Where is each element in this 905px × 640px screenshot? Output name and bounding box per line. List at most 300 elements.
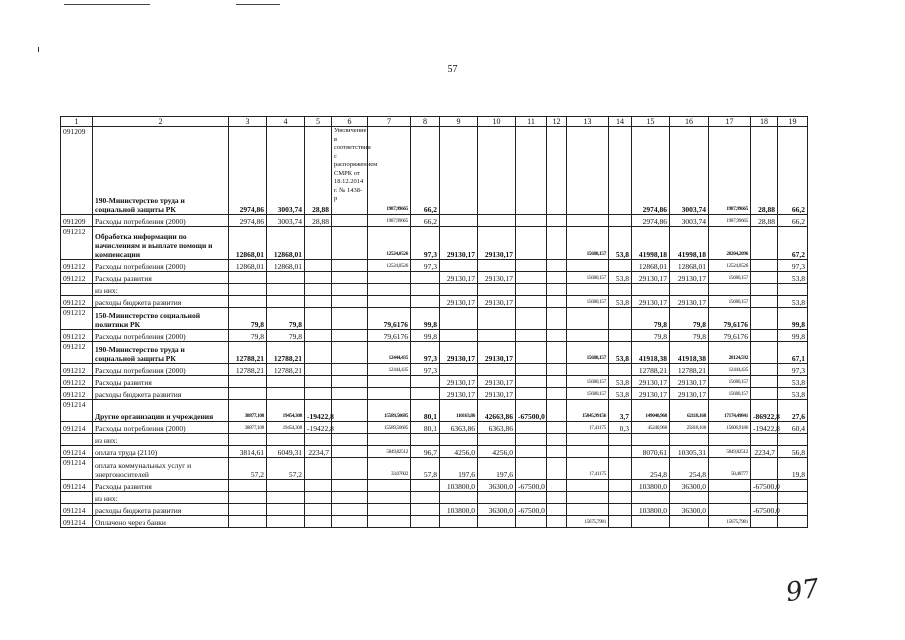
value-cell: 3003,74 [670, 215, 709, 227]
value-cell [332, 388, 368, 400]
value-cell [440, 492, 478, 504]
value-cell: 12444,435 [709, 364, 751, 376]
value-cell [478, 127, 516, 215]
value-cell [229, 376, 267, 388]
value-cell [332, 422, 368, 434]
value-cell: 149040,968 [632, 400, 670, 422]
value-cell [709, 504, 751, 516]
value-cell: 29130,17 [632, 296, 670, 308]
value-cell [305, 492, 332, 504]
value-cell [751, 342, 778, 364]
value-cell: 53,8 [609, 227, 632, 260]
value-cell: 15680,157 [567, 342, 609, 364]
value-cell [516, 260, 547, 272]
value-cell [547, 388, 567, 400]
name-cell: Расходы потребления (2000) [93, 215, 229, 227]
value-cell [305, 284, 332, 296]
value-cell [516, 227, 547, 260]
value-cell: 41918,38 [670, 342, 709, 364]
value-cell: 79,6176 [709, 330, 751, 342]
value-cell: 28,88 [751, 215, 778, 227]
value-cell [411, 492, 440, 504]
value-cell [609, 260, 632, 272]
value-cell [547, 516, 567, 528]
value-cell [751, 284, 778, 296]
value-cell [751, 434, 778, 446]
code-cell [61, 492, 93, 504]
value-cell: 79,8 [229, 308, 267, 330]
value-cell: 12524,0526 [368, 260, 411, 272]
value-cell: 4256,0 [440, 446, 478, 458]
value-cell: 103800,0 [440, 504, 478, 516]
value-cell: 17,41175 [567, 422, 609, 434]
value-cell [547, 227, 567, 260]
value-cell [229, 480, 267, 492]
value-cell [332, 308, 368, 330]
value-cell [305, 272, 332, 284]
budget-table [60, 116, 808, 528]
value-cell: 5849,82512 [709, 446, 751, 458]
value-cell [332, 330, 368, 342]
value-cell: 29130,17 [632, 388, 670, 400]
value-cell [778, 516, 808, 528]
value-cell [478, 516, 516, 528]
value-cell [267, 272, 305, 284]
value-cell [478, 492, 516, 504]
code-cell: 091212 [61, 388, 93, 400]
table-row [61, 296, 808, 308]
value-cell [478, 434, 516, 446]
value-cell [267, 434, 305, 446]
value-cell: 12788,21 [632, 364, 670, 376]
value-cell [609, 504, 632, 516]
name-cell: Расходы потребления (2000) [93, 330, 229, 342]
value-cell: 66,2 [778, 215, 808, 227]
name-cell: расходы бюджета развития [93, 388, 229, 400]
value-cell: 41998,18 [632, 227, 670, 260]
value-cell [332, 227, 368, 260]
value-cell [778, 284, 808, 296]
value-cell: 96,7 [411, 446, 440, 458]
header-cell: 19 [778, 117, 808, 127]
table-row [61, 364, 808, 376]
value-cell [440, 127, 478, 215]
value-cell: 97,3 [411, 342, 440, 364]
name-cell: 190-Министерство труда и социальной защиты РК [93, 127, 229, 215]
value-cell [547, 504, 567, 516]
value-cell: 2234,7 [751, 446, 778, 458]
value-cell [778, 480, 808, 492]
margin-mark [38, 47, 39, 52]
value-cell: 5849,82512 [368, 446, 411, 458]
table-row [61, 516, 808, 528]
value-cell [411, 516, 440, 528]
name-cell: оплата коммунальных услуг и энергоносителей [93, 458, 229, 480]
code-cell: 091209 [61, 127, 93, 215]
value-cell [516, 364, 547, 376]
value-cell [332, 376, 368, 388]
value-cell [547, 260, 567, 272]
value-cell [368, 376, 411, 388]
value-cell [332, 272, 368, 284]
value-cell [567, 284, 609, 296]
value-cell: 29130,17 [632, 272, 670, 284]
value-cell [411, 434, 440, 446]
value-cell [267, 516, 305, 528]
value-cell [547, 458, 567, 480]
value-cell [670, 284, 709, 296]
value-cell [516, 215, 547, 227]
value-cell: 1987,99665 [368, 215, 411, 227]
value-cell: 12868,01 [229, 260, 267, 272]
value-cell: 99,8 [778, 330, 808, 342]
value-cell: 53,8 [609, 388, 632, 400]
value-cell: 19,8 [778, 458, 808, 480]
value-cell [609, 516, 632, 528]
value-cell: 36300,0 [478, 504, 516, 516]
value-cell [547, 284, 567, 296]
value-cell [567, 308, 609, 330]
value-cell: 2974,86 [632, 127, 670, 215]
value-cell: 29130,17 [478, 272, 516, 284]
header-cell: 12 [547, 117, 567, 127]
value-cell: 79,8 [670, 330, 709, 342]
value-cell: 27,6 [778, 400, 808, 422]
name-cell: оплата труда (2110) [93, 446, 229, 458]
value-cell [440, 330, 478, 342]
table-row [61, 400, 808, 422]
value-cell: 97,3 [778, 364, 808, 376]
value-cell: 2974,86 [229, 215, 267, 227]
value-cell: 15680,157 [709, 388, 751, 400]
value-cell: 97,3 [778, 260, 808, 272]
value-cell: -19422,8 [751, 422, 778, 434]
value-cell [547, 422, 567, 434]
value-cell [229, 388, 267, 400]
value-cell: 41998,18 [670, 227, 709, 260]
value-cell [709, 492, 751, 504]
value-cell [332, 215, 368, 227]
value-cell: -19422,8 [305, 400, 332, 422]
value-cell [567, 127, 609, 215]
value-cell: 15680,157 [567, 272, 609, 284]
value-cell [229, 492, 267, 504]
value-cell: 12868,01 [670, 260, 709, 272]
code-cell: 091212 [61, 296, 93, 308]
value-cell: 19454,308 [267, 422, 305, 434]
value-cell: 79,8 [670, 308, 709, 330]
value-cell: 29130,17 [440, 227, 478, 260]
value-cell [305, 480, 332, 492]
code-cell: 091214 [61, 400, 93, 422]
value-cell [547, 480, 567, 492]
value-cell: 12788,21 [267, 342, 305, 364]
value-cell [305, 227, 332, 260]
value-cell: 12788,21 [229, 342, 267, 364]
value-cell: 0,3 [609, 422, 632, 434]
header-cell: 14 [609, 117, 632, 127]
header-cell: 4 [267, 117, 305, 127]
value-cell: 103800,0 [632, 480, 670, 492]
value-cell [751, 516, 778, 528]
value-cell [332, 458, 368, 480]
code-cell: 091214 [61, 446, 93, 458]
header-cell: 9 [440, 117, 478, 127]
value-cell: 25818,168 [670, 422, 709, 434]
value-cell [332, 516, 368, 528]
value-cell: 79,8 [632, 308, 670, 330]
value-cell [332, 504, 368, 516]
code-cell [61, 284, 93, 296]
value-cell [411, 284, 440, 296]
value-cell: 10305,31 [670, 446, 709, 458]
value-cell [267, 388, 305, 400]
value-cell [670, 516, 709, 528]
value-cell [305, 308, 332, 330]
value-cell [516, 422, 547, 434]
table-row [61, 422, 808, 434]
value-cell [709, 480, 751, 492]
value-cell: 103800,0 [632, 504, 670, 516]
code-cell: 091209 [61, 215, 93, 227]
top-rule-left [64, 4, 150, 5]
value-cell [547, 376, 567, 388]
value-cell: 29130,17 [440, 342, 478, 364]
name-cell: Обработка информации по начислениям и выплате помощи и компенсации [93, 227, 229, 260]
value-cell: 57,8 [411, 458, 440, 480]
value-cell [478, 215, 516, 227]
value-cell [609, 364, 632, 376]
code-cell: 091214 [61, 516, 93, 528]
name-cell: из них: [93, 492, 229, 504]
value-cell [547, 296, 567, 308]
value-cell: 97,3 [411, 227, 440, 260]
value-cell: 103800,0 [440, 480, 478, 492]
value-cell: 53,8 [609, 376, 632, 388]
value-cell: 28204,2096 [709, 227, 751, 260]
value-cell [305, 458, 332, 480]
value-cell [751, 260, 778, 272]
code-cell: 091212 [61, 364, 93, 376]
value-cell: 42663,86 [478, 400, 516, 422]
value-cell [305, 342, 332, 364]
code-cell: 091212 [61, 227, 93, 260]
header-row [61, 117, 808, 127]
handwritten-number: 97 [784, 573, 822, 609]
value-cell [229, 504, 267, 516]
value-cell [478, 260, 516, 272]
value-cell [516, 342, 547, 364]
header-cell: 8 [411, 117, 440, 127]
value-cell: 197,6 [478, 458, 516, 480]
table-row [61, 272, 808, 284]
table-row [61, 127, 808, 215]
value-cell: 29130,17 [440, 376, 478, 388]
value-cell [305, 434, 332, 446]
value-cell: 53,8 [609, 342, 632, 364]
value-cell [516, 296, 547, 308]
value-cell [229, 516, 267, 528]
value-cell: 36300,0 [670, 504, 709, 516]
value-cell: 29130,17 [670, 296, 709, 308]
value-cell: 66,2 [778, 127, 808, 215]
code-cell: 091214 [61, 458, 93, 480]
value-cell: 12868,01 [229, 227, 267, 260]
value-cell [332, 342, 368, 364]
value-cell: 53,8 [778, 296, 808, 308]
value-cell [411, 272, 440, 284]
value-cell: 66,2 [411, 127, 440, 215]
value-cell: -67500,0 [516, 480, 547, 492]
value-cell [440, 215, 478, 227]
value-cell [305, 260, 332, 272]
value-cell: 79,6176 [368, 330, 411, 342]
name-cell: 190-Министерство труда и социальной защиты РК [93, 342, 229, 364]
value-cell: 79,8 [267, 330, 305, 342]
value-cell: 29130,17 [440, 296, 478, 308]
value-cell [305, 516, 332, 528]
value-cell: 12788,21 [267, 364, 305, 376]
value-cell [778, 434, 808, 446]
name-cell: Расходы развития [93, 272, 229, 284]
value-cell: 3003,74 [670, 127, 709, 215]
value-cell [567, 434, 609, 446]
header-cell: 16 [670, 117, 709, 127]
value-cell [547, 400, 567, 422]
value-cell: 33,07602 [368, 458, 411, 480]
value-cell: 15680,157 [567, 296, 609, 308]
value-cell: 12524,0526 [709, 260, 751, 272]
value-cell [778, 504, 808, 516]
value-cell [632, 434, 670, 446]
value-cell: 99,8 [411, 330, 440, 342]
value-cell: 99,8 [411, 308, 440, 330]
value-cell [670, 434, 709, 446]
value-cell [609, 446, 632, 458]
value-cell: 3003,74 [267, 127, 305, 215]
value-cell: 57,2 [267, 458, 305, 480]
table-row [61, 458, 808, 480]
value-cell: 6049,31 [267, 446, 305, 458]
value-cell [516, 376, 547, 388]
header-cell: 1 [61, 117, 93, 127]
code-cell: 091212 [61, 272, 93, 284]
value-cell [368, 492, 411, 504]
value-cell [751, 364, 778, 376]
value-cell [267, 492, 305, 504]
value-cell [332, 260, 368, 272]
value-cell [516, 458, 547, 480]
value-cell [368, 480, 411, 492]
value-cell: 29130,17 [670, 376, 709, 388]
value-cell [440, 516, 478, 528]
table-row [61, 480, 808, 492]
value-cell: 80,1 [411, 400, 440, 422]
table-row [61, 342, 808, 364]
code-cell: 091214 [61, 504, 93, 516]
value-cell: 8070,61 [632, 446, 670, 458]
value-cell: 36300,0 [670, 480, 709, 492]
value-cell: 15680,157 [567, 388, 609, 400]
value-cell: 3,7 [609, 400, 632, 422]
code-cell: 091212 [61, 330, 93, 342]
value-cell [547, 492, 567, 504]
value-cell [516, 272, 547, 284]
value-cell [609, 308, 632, 330]
value-cell [516, 446, 547, 458]
value-cell: 53,8 [778, 272, 808, 284]
code-cell: 091214 [61, 422, 93, 434]
table-row [61, 492, 808, 504]
table-row [61, 330, 808, 342]
value-cell: 15680,157 [709, 296, 751, 308]
value-cell: 29130,17 [632, 376, 670, 388]
value-cell: 17174,49841 [709, 400, 751, 422]
value-cell: 12788,21 [670, 364, 709, 376]
value-cell: 15680,157 [709, 376, 751, 388]
header-cell: 17 [709, 117, 751, 127]
value-cell: -67500,0 [751, 480, 778, 492]
value-cell: -67500,0 [516, 504, 547, 516]
value-cell: 38877,108 [229, 400, 267, 422]
value-cell [516, 492, 547, 504]
value-cell [516, 434, 547, 446]
table-row [61, 308, 808, 330]
code-cell: 091212 [61, 376, 93, 388]
value-cell: -67500,0 [751, 504, 778, 516]
name-cell: Расходы развития [93, 480, 229, 492]
value-cell: 67,2 [778, 227, 808, 260]
value-cell [267, 376, 305, 388]
value-cell [609, 127, 632, 215]
value-cell [751, 296, 778, 308]
value-cell: 12444,435 [368, 342, 411, 364]
value-cell: 29130,17 [670, 388, 709, 400]
value-cell [751, 227, 778, 260]
value-cell [440, 260, 478, 272]
value-cell [478, 364, 516, 376]
value-cell: 79,8 [229, 330, 267, 342]
value-cell [609, 434, 632, 446]
value-cell [368, 272, 411, 284]
value-cell [547, 342, 567, 364]
value-cell [332, 434, 368, 446]
value-cell [751, 330, 778, 342]
value-cell [547, 308, 567, 330]
value-cell [751, 272, 778, 284]
value-cell: 53,8 [609, 296, 632, 308]
value-cell [709, 284, 751, 296]
name-cell: из них: [93, 434, 229, 446]
value-cell: 19454,308 [267, 400, 305, 422]
value-cell: 80,1 [411, 422, 440, 434]
header-cell: 5 [305, 117, 332, 127]
value-cell: 2234,7 [305, 446, 332, 458]
value-cell: 12788,21 [229, 364, 267, 376]
value-cell [567, 330, 609, 342]
value-cell [229, 284, 267, 296]
value-cell: 28,88 [305, 127, 332, 215]
value-cell [670, 492, 709, 504]
value-cell [609, 458, 632, 480]
value-cell [516, 516, 547, 528]
value-cell: 57,2 [229, 458, 267, 480]
table-row [61, 260, 808, 272]
value-cell [547, 434, 567, 446]
value-cell: 2974,86 [229, 127, 267, 215]
value-cell: 254,8 [670, 458, 709, 480]
value-cell [411, 296, 440, 308]
